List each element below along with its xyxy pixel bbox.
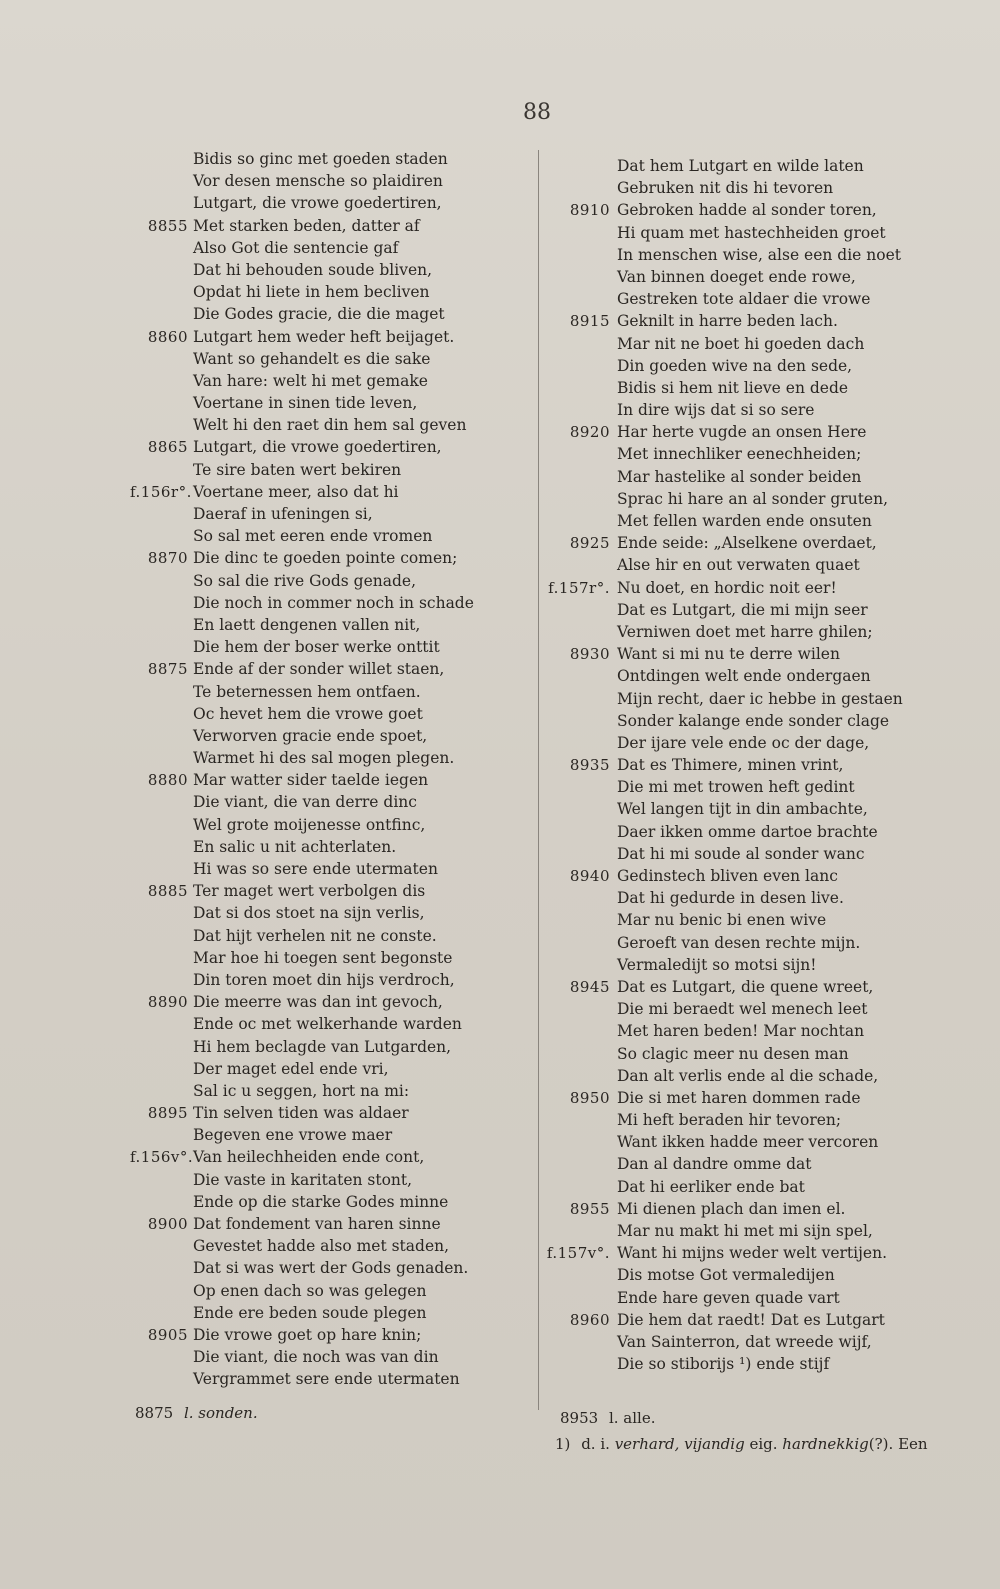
verse-text: Met starken beden, datter af bbox=[193, 216, 420, 235]
verse-text: So sal die rive Gods genade, bbox=[193, 571, 417, 590]
verse-line bbox=[130, 947, 490, 969]
verse-line bbox=[130, 525, 490, 547]
verse-text: Die mi beraedt wel menech leet bbox=[617, 1000, 868, 1019]
verse-text: Sprac hi hare an al sonder gruten, bbox=[617, 489, 889, 508]
verse-text: Te sire baten wert bekiren bbox=[193, 460, 402, 479]
verse-line bbox=[130, 791, 490, 813]
verse-number: 8930 bbox=[569, 645, 610, 664]
verse-text: Bidis so ginc met goeden staden bbox=[193, 150, 448, 168]
verse-text: Met innechliker eenechheiden; bbox=[617, 445, 862, 464]
verse-line bbox=[545, 1309, 945, 1331]
verse-number: 8870 bbox=[147, 549, 188, 568]
verse-text: So sal met eeren ende vromen bbox=[193, 527, 433, 546]
verse-text: Van hare: welt hi met gemake bbox=[193, 371, 428, 390]
verse-text: Dan alt verlis ende al die schade, bbox=[617, 1066, 879, 1085]
verse-line bbox=[130, 503, 490, 525]
verse-line bbox=[130, 1324, 490, 1346]
verse-text: Van binnen doeget ende rowe, bbox=[617, 267, 856, 286]
verse-line bbox=[130, 570, 490, 592]
verse-text: Warmet hi des sal mogen plegen. bbox=[193, 749, 455, 768]
verse-line bbox=[130, 636, 490, 658]
verse-line bbox=[545, 643, 945, 665]
verse-line bbox=[130, 326, 490, 348]
verse-text: Vermaledijt so motsi sijn! bbox=[617, 955, 817, 974]
footnote-text: l. alle. bbox=[608, 1409, 656, 1427]
verse-line bbox=[545, 1043, 945, 1065]
verse-text: Die Godes gracie, die die maget bbox=[193, 305, 445, 324]
verse-text: Want si mi nu te derre wilen bbox=[617, 645, 840, 664]
verse-line bbox=[130, 170, 490, 192]
verse-line bbox=[545, 599, 945, 621]
verse-text: Die vrowe goet op hare knin; bbox=[193, 1325, 422, 1344]
left-verse-column bbox=[130, 148, 490, 1391]
verse-line bbox=[130, 1102, 490, 1124]
verse-text: Gebroken hadde al sonder toren, bbox=[617, 201, 877, 220]
verse-line bbox=[545, 355, 945, 377]
verse-text: En salic u nit achterlaten. bbox=[193, 837, 397, 856]
verse-line bbox=[545, 443, 945, 465]
verse-line bbox=[545, 399, 945, 421]
verse-text: Opdat hi liete in hem becliven bbox=[193, 283, 430, 302]
verse-text: Verworven gracie ende spoet, bbox=[193, 726, 428, 745]
verse-line bbox=[545, 1109, 945, 1131]
verse-text: Dat es Lutgart, die quene wreet, bbox=[617, 977, 874, 996]
verse-line bbox=[130, 902, 490, 924]
verse-number: f.156r°. bbox=[130, 482, 192, 501]
verse-text: Mar nit ne boet hi goeden dach bbox=[617, 334, 865, 353]
verse-line bbox=[130, 925, 490, 947]
verse-text: Bidis si hem nit lieve en dede bbox=[617, 378, 849, 397]
verse-line bbox=[545, 621, 945, 643]
verse-line bbox=[545, 1287, 945, 1309]
verse-text: Te beternessen hem ontfaen. bbox=[193, 682, 421, 701]
verse-line bbox=[130, 148, 490, 170]
verse-text: Also Got die sentencie gaf bbox=[193, 238, 399, 257]
verse-text: Der maget edel ende vri, bbox=[193, 1059, 389, 1078]
verse-text: In dire wijs dat si so sere bbox=[617, 401, 815, 420]
verse-text: Begeven ene vrowe maer bbox=[193, 1126, 393, 1145]
verse-number: 8865 bbox=[147, 438, 188, 457]
verse-text: Sonder kalange ende sonder clage bbox=[617, 711, 890, 730]
verse-line bbox=[130, 259, 490, 281]
verse-line bbox=[545, 998, 945, 1020]
verse-line bbox=[545, 177, 945, 199]
verse-text: Met haren beden! Mar nochtan bbox=[617, 1022, 865, 1041]
verse-line bbox=[545, 1242, 945, 1264]
verse-line bbox=[130, 348, 490, 370]
verse-text: Dat hi mi soude al sonder wanc bbox=[617, 844, 865, 863]
verse-text: Die si met haren dommen rade bbox=[617, 1088, 861, 1107]
verse-text: Dat fondement van haren sinne bbox=[193, 1215, 441, 1233]
verse-line bbox=[130, 1013, 490, 1035]
verse-line bbox=[130, 1213, 490, 1235]
verse-text: Lutgart, die vrowe goedertiren, bbox=[193, 438, 442, 457]
verse-line bbox=[545, 1331, 945, 1353]
verse-line bbox=[130, 991, 490, 1013]
verse-line bbox=[130, 1257, 490, 1279]
verse-text: Alse hir en out verwaten quaet bbox=[617, 556, 860, 575]
verse-line bbox=[545, 865, 945, 887]
verse-text: Dat si dos stoet na sijn verlis, bbox=[193, 904, 425, 923]
verse-text: Die hem der boser werke onttit bbox=[193, 638, 440, 657]
verse-text: Die dinc te goeden pointe comen; bbox=[193, 549, 458, 568]
verse-line bbox=[130, 192, 490, 214]
verse-line bbox=[130, 858, 490, 880]
verse-line bbox=[130, 681, 490, 703]
verse-text: Mar hastelike al sonder beiden bbox=[617, 467, 862, 486]
column-divider bbox=[538, 150, 539, 1410]
verse-line bbox=[130, 1058, 490, 1080]
verse-line bbox=[545, 976, 945, 998]
verse-line bbox=[130, 547, 490, 569]
verse-line bbox=[545, 754, 945, 776]
verse-line bbox=[130, 1368, 490, 1390]
verse-text: Dat hem Lutgart en wilde laten bbox=[617, 157, 864, 175]
verse-number: 8950 bbox=[569, 1088, 610, 1107]
verse-text: Op enen dach so was gelegen bbox=[193, 1281, 427, 1300]
verse-text: Mijn recht, daer ic hebbe in gestaen bbox=[617, 689, 903, 708]
verse-line bbox=[130, 1235, 490, 1257]
verse-text: Dat hijt verhelen nit ne conste. bbox=[193, 926, 437, 945]
verse-line bbox=[545, 1353, 945, 1375]
footnote-left bbox=[135, 1400, 258, 1426]
verse-text: Ende af der sonder willet staen, bbox=[193, 660, 445, 679]
footnotes-right bbox=[555, 1405, 928, 1457]
verse-text: Hi was so sere ende utermaten bbox=[193, 860, 438, 878]
verse-number: 8860 bbox=[147, 327, 188, 346]
verse-line bbox=[545, 798, 945, 820]
verse-text: Ende op die starke Godes minne bbox=[193, 1192, 449, 1211]
verse-number: 8910 bbox=[569, 201, 610, 220]
verse-text: Dan al dandre omme dat bbox=[617, 1155, 812, 1174]
page-number: 88 bbox=[523, 100, 551, 125]
verse-line bbox=[130, 1124, 490, 1146]
verse-text: Gestreken tote aldaer die vrowe bbox=[617, 290, 871, 309]
footnote-gloss-1: verhard, bbox=[614, 1435, 680, 1453]
verse-text: Vergrammet sere ende utermaten bbox=[193, 1370, 460, 1389]
verse-text: Ontdingen welt ende ondergaen bbox=[617, 667, 871, 686]
verse-text: Want hi mijns weder welt vertijen. bbox=[617, 1244, 887, 1263]
verse-number: 8890 bbox=[147, 993, 188, 1012]
verse-line bbox=[130, 1346, 490, 1368]
verse-text: Dat es Lutgart, die mi mijn seer bbox=[617, 600, 868, 619]
right-verse-column bbox=[545, 155, 945, 1375]
verse-line bbox=[130, 303, 490, 325]
footnote-marker: 1) bbox=[555, 1435, 571, 1453]
verse-line bbox=[545, 665, 945, 687]
verse-line bbox=[545, 932, 945, 954]
verse-text: Geknilt in harre beden lach. bbox=[617, 312, 838, 331]
verse-line bbox=[545, 1131, 945, 1153]
verse-number: 8900 bbox=[147, 1215, 188, 1233]
verse-text: Die so stiborijs ¹) ende stijf bbox=[617, 1355, 830, 1374]
verse-text: Daer ikken omme dartoe brachte bbox=[617, 822, 878, 841]
verse-text: Sal ic u seggen, hort na mi: bbox=[193, 1081, 410, 1100]
verse-text: Nu doet, en hordic noit eer! bbox=[617, 578, 837, 597]
verse-number: 8885 bbox=[147, 882, 188, 901]
verse-text: Gedinstech bliven even lanc bbox=[617, 867, 838, 885]
verse-line bbox=[545, 1220, 945, 1242]
verse-text: Dat es Thimere, minen vrint, bbox=[617, 756, 844, 775]
verse-text: Din toren moet din hijs verdroch, bbox=[193, 970, 455, 989]
verse-text: Lutgart, die vrowe goedertiren, bbox=[193, 194, 442, 213]
verse-text: En laett dengenen vallen nit, bbox=[193, 615, 421, 634]
verse-text: Hi quam met hastechheiden groet bbox=[617, 223, 886, 242]
verse-line bbox=[130, 1169, 490, 1191]
verse-line bbox=[545, 577, 945, 599]
verse-text: Din goeden wive na den sede, bbox=[617, 356, 853, 375]
verse-line bbox=[545, 421, 945, 443]
verse-text: Die hem dat raedt! Dat es Lutgart bbox=[617, 1310, 885, 1329]
verse-text: Ter maget wert verbolgen dis bbox=[193, 882, 426, 901]
verse-line bbox=[545, 222, 945, 244]
verse-line bbox=[545, 488, 945, 510]
verse-text: Mar nu benic bi enen wive bbox=[617, 911, 827, 930]
verse-line bbox=[545, 554, 945, 576]
verse-number: 8955 bbox=[569, 1199, 610, 1218]
verse-line bbox=[545, 310, 945, 332]
verse-line bbox=[545, 954, 945, 976]
verse-number: f.157r°. bbox=[548, 578, 610, 597]
verse-line bbox=[545, 377, 945, 399]
verse-line bbox=[130, 1302, 490, 1324]
verse-line bbox=[545, 466, 945, 488]
verse-number: 8880 bbox=[147, 771, 188, 790]
verse-line bbox=[545, 732, 945, 754]
verse-text: Die viant, die van derre dinc bbox=[193, 793, 417, 812]
verse-text: Dat hi gedurde in desen live. bbox=[617, 889, 844, 908]
verse-text: Daeraf in ufeningen si, bbox=[193, 505, 373, 523]
verse-line bbox=[130, 969, 490, 991]
verse-line bbox=[130, 703, 490, 725]
verse-number: 8925 bbox=[569, 534, 610, 553]
verse-text: Gevestet hadde also met staden, bbox=[193, 1237, 450, 1256]
verse-line bbox=[130, 481, 490, 503]
verse-number: 8875 bbox=[147, 660, 188, 679]
verse-text: Dat hi behouden soude bliven, bbox=[193, 260, 433, 279]
verse-line bbox=[130, 237, 490, 259]
verse-number: 8905 bbox=[147, 1325, 188, 1344]
verse-number: f.157v°. bbox=[546, 1244, 610, 1263]
verse-number: 8940 bbox=[569, 867, 610, 885]
verse-text: Voertane meer, also dat hi bbox=[193, 482, 399, 501]
verse-text: Geroeft van desen rechte mijn. bbox=[617, 933, 861, 952]
verse-number: 8935 bbox=[569, 756, 610, 775]
verse-line bbox=[130, 215, 490, 237]
verse-text: Van Sainterron, dat wreede wijf, bbox=[617, 1332, 872, 1351]
verse-number: 8920 bbox=[569, 423, 610, 442]
verse-text: Ende hare geven quade vart bbox=[617, 1288, 840, 1307]
verse-text: Dis motse Got vermaledijen bbox=[617, 1266, 835, 1285]
verse-text: Gebruken nit dis hi tevoren bbox=[617, 179, 834, 198]
verse-text: Welt hi den raet din hem sal geven bbox=[193, 416, 467, 435]
verse-number: f.156v°. bbox=[130, 1148, 194, 1167]
verse-number: 8855 bbox=[147, 216, 188, 235]
verse-line bbox=[130, 392, 490, 414]
verse-text: Ende seide: „Alselkene overdaet, bbox=[617, 534, 877, 553]
verse-line bbox=[130, 370, 490, 392]
footnote-mid: eig. bbox=[749, 1435, 778, 1453]
verse-line bbox=[545, 1020, 945, 1042]
verse-text: Dat hi eerliker ende bat bbox=[617, 1177, 805, 1196]
verse-text: Wel grote moijenesse ontfinc, bbox=[193, 815, 426, 834]
verse-text: Oc hevet hem die vrowe goet bbox=[193, 704, 423, 723]
verse-line bbox=[545, 532, 945, 554]
verse-line bbox=[130, 769, 490, 791]
verse-text: Wel langen tijt in din ambachte, bbox=[617, 800, 868, 819]
verse-line bbox=[130, 1280, 490, 1302]
verse-text: Ende oc met welkerhande warden bbox=[193, 1015, 462, 1034]
verse-line bbox=[130, 1036, 490, 1058]
verse-text: Der ijare vele ende oc der dage, bbox=[617, 733, 870, 752]
verse-text: Met fellen warden ende onsuten bbox=[617, 512, 872, 530]
footnote-gloss-2: vijandig bbox=[684, 1435, 745, 1453]
verse-line bbox=[130, 836, 490, 858]
verse-line bbox=[130, 725, 490, 747]
verse-line bbox=[545, 1087, 945, 1109]
verse-line bbox=[545, 155, 945, 177]
footnote-prefix: d. i. bbox=[581, 1435, 610, 1453]
verse-text: Har herte vugde an onsen Here bbox=[617, 423, 867, 442]
verse-text: Tin selven tiden was aldaer bbox=[193, 1104, 409, 1123]
verse-text: Die viant, die noch was van din bbox=[193, 1348, 439, 1367]
verse-text: Want so gehandelt es die sake bbox=[193, 349, 431, 368]
footnote-suffix: (?). Een bbox=[868, 1435, 928, 1453]
verse-text: So clagic meer nu desen man bbox=[617, 1044, 849, 1063]
footnote-verse-number: 8953 bbox=[560, 1409, 599, 1427]
verse-line bbox=[130, 436, 490, 458]
verse-line bbox=[545, 244, 945, 266]
verse-number: 8960 bbox=[569, 1310, 610, 1329]
verse-line bbox=[545, 1153, 945, 1175]
verse-text: Ende ere beden soude plegen bbox=[193, 1303, 427, 1322]
verse-line bbox=[130, 880, 490, 902]
verse-text: Van heilechheiden ende cont, bbox=[193, 1148, 425, 1167]
verse-line bbox=[130, 459, 490, 481]
verse-text: Voertane in sinen tide leven, bbox=[193, 394, 418, 413]
verse-text: Hi hem beclagde van Lutgarden, bbox=[193, 1037, 452, 1056]
verse-text: Want ikken hadde meer vercoren bbox=[617, 1133, 879, 1152]
verse-line bbox=[130, 281, 490, 303]
verse-line bbox=[545, 1176, 945, 1198]
verse-text: Die noch in commer noch in schade bbox=[193, 593, 474, 612]
verse-line bbox=[545, 333, 945, 355]
verse-line bbox=[545, 909, 945, 931]
verse-number: 8945 bbox=[569, 977, 610, 996]
verse-line bbox=[130, 1080, 490, 1102]
verse-text: Die vaste in karitaten stont, bbox=[193, 1170, 413, 1189]
verse-text: Mi heft beraden hir tevoren; bbox=[617, 1111, 842, 1130]
verse-line bbox=[545, 510, 945, 532]
verse-text: Mar hoe hi toegen sent begonste bbox=[193, 948, 453, 967]
verse-line bbox=[545, 1198, 945, 1220]
verse-line bbox=[130, 592, 490, 614]
verse-text: Die mi met trowen heft gedint bbox=[617, 778, 855, 797]
verse-line bbox=[545, 821, 945, 843]
verse-text: Mar watter sider taelde iegen bbox=[193, 771, 429, 790]
verse-line bbox=[545, 288, 945, 310]
footnote-verse-number: 8875 bbox=[135, 1404, 174, 1422]
footnote-gloss-3: hardnekkig bbox=[782, 1435, 869, 1453]
verse-line bbox=[130, 747, 490, 769]
verse-line bbox=[545, 776, 945, 798]
verse-line bbox=[130, 1146, 490, 1168]
verse-line bbox=[545, 710, 945, 732]
verse-line bbox=[130, 414, 490, 436]
verse-line bbox=[130, 1191, 490, 1213]
verse-line bbox=[130, 658, 490, 680]
verse-text: In menschen wise, alse een die noet bbox=[617, 245, 901, 264]
verse-text: Mi dienen plach dan imen el. bbox=[617, 1199, 846, 1218]
verse-number: 8895 bbox=[147, 1104, 188, 1123]
verse-line bbox=[130, 614, 490, 636]
verse-line bbox=[130, 814, 490, 836]
verse-line bbox=[545, 199, 945, 221]
verse-text: Dat si was wert der Gods genaden. bbox=[193, 1259, 469, 1278]
verse-line bbox=[545, 266, 945, 288]
verse-text: Mar nu makt hi met mi sijn spel, bbox=[617, 1222, 873, 1240]
verse-text: Vor desen mensche so plaidiren bbox=[193, 172, 443, 191]
verse-line bbox=[545, 843, 945, 865]
verse-line bbox=[545, 887, 945, 909]
verse-line bbox=[545, 1065, 945, 1087]
verse-text: Lutgart hem weder heft beijaget. bbox=[193, 327, 455, 346]
verse-line bbox=[545, 688, 945, 710]
verse-text: Die meerre was dan int gevoch, bbox=[193, 993, 443, 1012]
verse-number: 8915 bbox=[569, 312, 610, 331]
verse-line bbox=[545, 1264, 945, 1286]
verse-text: Verniwen doet met harre ghilen; bbox=[617, 622, 873, 641]
footnote-text: l. sonden. bbox=[183, 1404, 258, 1422]
